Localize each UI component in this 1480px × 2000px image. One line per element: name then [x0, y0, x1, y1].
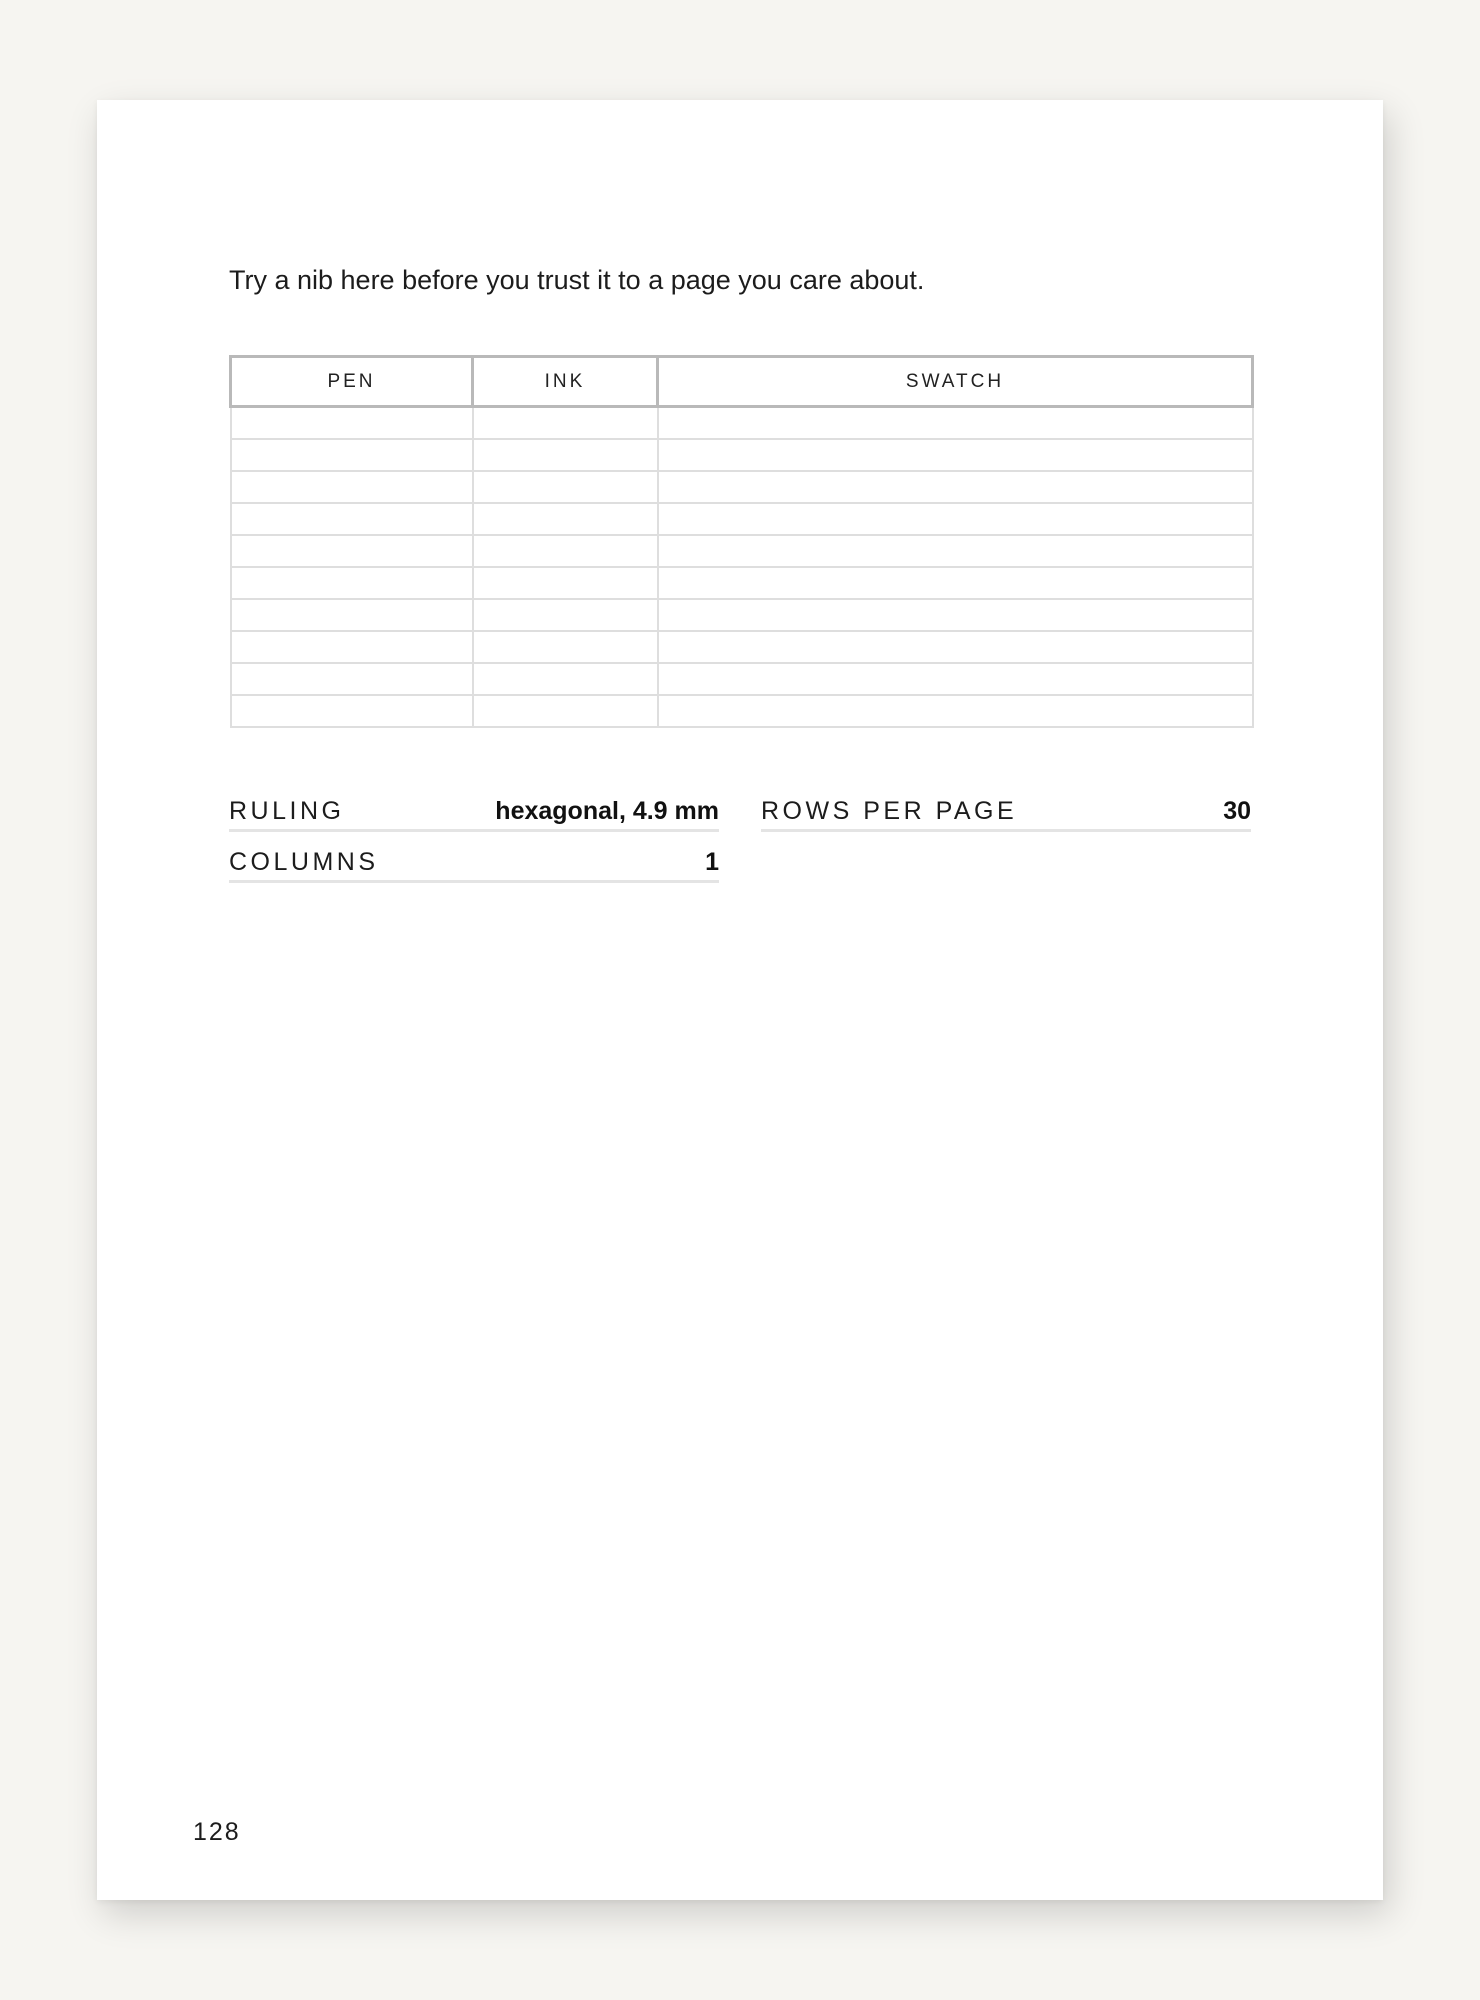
table-row: [231, 503, 1253, 535]
table-cell-pen: [231, 439, 473, 471]
rows-per-page-value: 30: [1223, 797, 1251, 825]
table-cell-ink: [473, 503, 658, 535]
table-cell-swatch: [658, 503, 1253, 535]
ruling-value: hexagonal, 4.9 mm: [495, 797, 719, 825]
table-row: [231, 631, 1253, 663]
table-cell-pen: [231, 631, 473, 663]
table-row: [231, 695, 1253, 727]
pen-test-table: [229, 355, 1254, 728]
columns-label: COLUMNS: [229, 848, 379, 876]
columns-value: 1: [705, 848, 719, 876]
table-cell-ink: [473, 663, 658, 695]
table-cell-swatch: [658, 439, 1253, 471]
table-body: [231, 407, 1253, 728]
table-cell-swatch: [658, 535, 1253, 567]
table-cell-swatch: [658, 407, 1253, 440]
table-cell-pen: [231, 599, 473, 631]
table-cell-pen: [231, 471, 473, 503]
table-cell-swatch: [658, 695, 1253, 727]
meta-left-column: [229, 788, 719, 886]
table-row: [231, 663, 1253, 695]
column-header-pen: PEN: [231, 357, 473, 407]
meta-row-rows-per-page: [761, 788, 1251, 832]
table-cell-pen: [231, 663, 473, 695]
table-row: [231, 535, 1253, 567]
table-header-row: [231, 357, 1253, 407]
rows-per-page-label: ROWS PER PAGE: [761, 797, 1018, 825]
table-cell-swatch: [658, 663, 1253, 695]
column-header-swatch: SWATCH: [658, 357, 1253, 407]
intro-text: Try a nib here before you trust it to a page you care about.: [229, 265, 925, 295]
table-cell-pen: [231, 503, 473, 535]
table-cell-pen: [231, 567, 473, 599]
table-cell-ink: [473, 535, 658, 567]
table-row: [231, 599, 1253, 631]
table-row: [231, 407, 1253, 440]
table-cell-pen: [231, 695, 473, 727]
table-cell-pen: [231, 535, 473, 567]
table-cell-swatch: [658, 567, 1253, 599]
table-cell-swatch: [658, 631, 1253, 663]
table-cell-pen: [231, 407, 473, 440]
table-cell-ink: [473, 407, 658, 440]
notebook-page: [97, 100, 1383, 1900]
table-row: [231, 471, 1253, 503]
table-row: [231, 439, 1253, 471]
table-cell-ink: [473, 631, 658, 663]
ruling-label: RULING: [229, 797, 345, 825]
table-cell-ink: [473, 439, 658, 471]
page-number: 128: [193, 1818, 241, 1846]
table-cell-swatch: [658, 599, 1253, 631]
column-header-ink: INK: [473, 357, 658, 407]
table-cell-ink: [473, 567, 658, 599]
table-cell-swatch: [658, 471, 1253, 503]
meta-row-ruling: [229, 788, 719, 832]
table-row: [231, 567, 1253, 599]
table-cell-ink: [473, 599, 658, 631]
table-cell-ink: [473, 471, 658, 503]
meta-right-column: [761, 788, 1251, 835]
table-cell-ink: [473, 695, 658, 727]
meta-row-columns: [229, 835, 719, 883]
